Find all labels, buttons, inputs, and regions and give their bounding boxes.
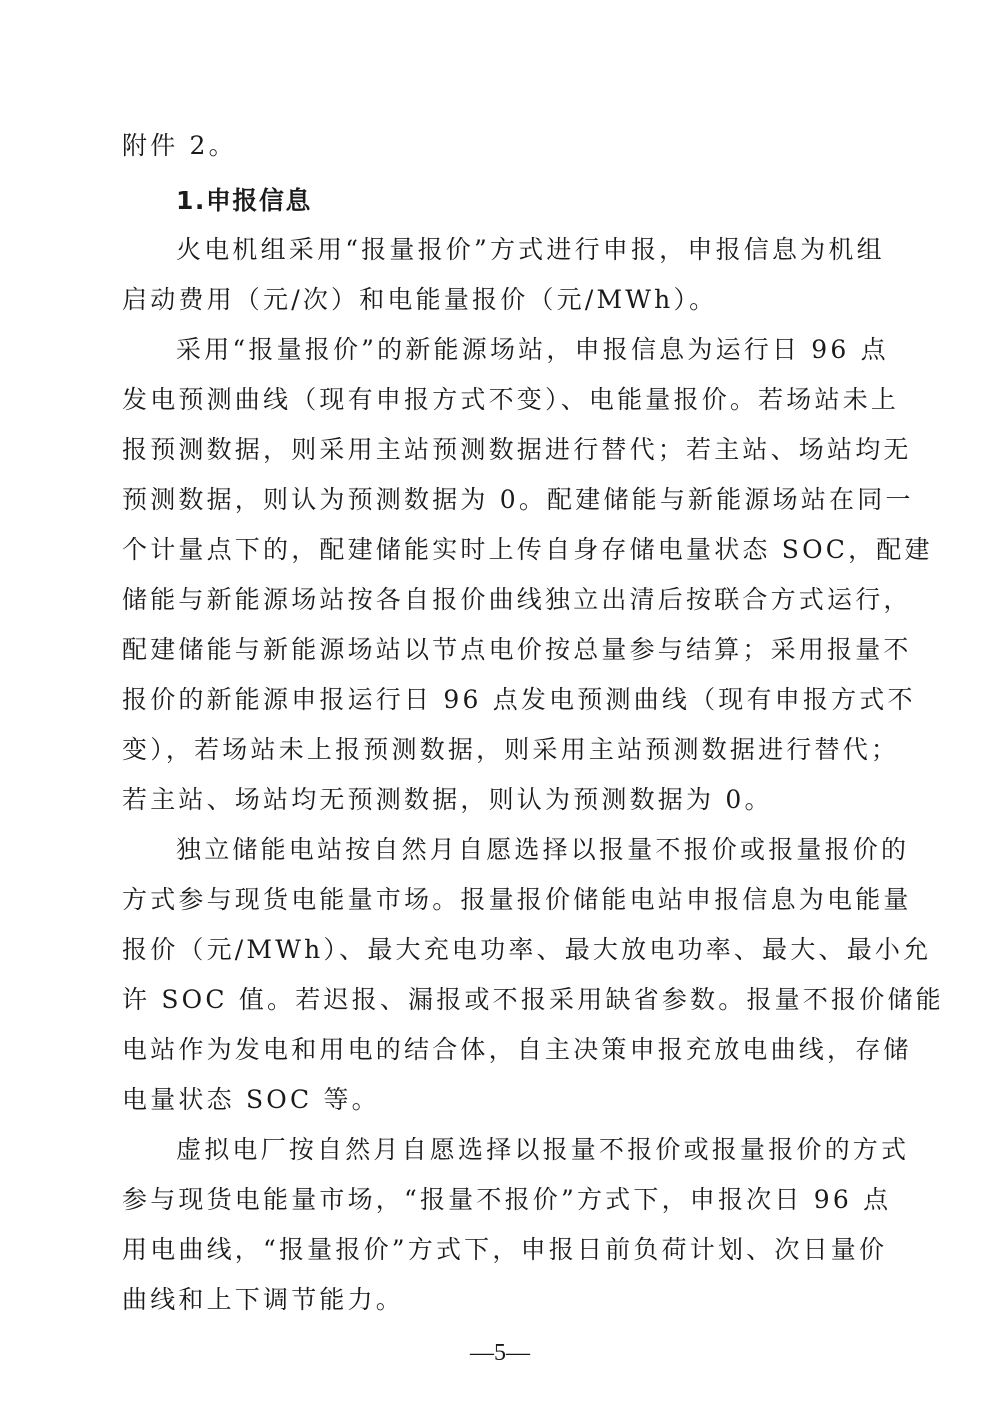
paragraph-line: 个计量点下的，配建储能实时上传自身存储电量状态 SOC，配建	[122, 535, 933, 564]
paragraph-line: 虚拟电厂按自然月自愿选择以报量不报价或报量报价的方式	[176, 1135, 910, 1164]
paragraph-line: 参与现货电能量市场，“报量不报价”方式下，申报次日 96 点	[122, 1185, 892, 1214]
paragraph-line: 配建储能与新能源场站以节点电价按总量参与结算；采用报量不	[122, 635, 912, 664]
paragraph-line: 方式参与现货电能量市场。报量报价储能电站申报信息为电能量	[122, 885, 912, 914]
paragraph-line: 火电机组采用“报量报价”方式进行申报，申报信息为机组	[176, 235, 885, 264]
paragraph-line: 储能与新能源场站按各自报价曲线独立出清后按联合方式运行，	[122, 585, 912, 614]
paragraph-line: 采用“报量报价”的新能源场站，申报信息为运行日 96 点	[176, 335, 889, 364]
section-heading: 1.申报信息	[176, 186, 312, 215]
paragraph-line: 发电预测曲线（现有申报方式不变）、电能量报价。若场站未上	[122, 385, 900, 414]
paragraph-line: 独立储能电站按自然月自愿选择以报量不报价或报量报价的	[176, 835, 910, 864]
paragraph-line: 电量状态 SOC 等。	[122, 1085, 380, 1114]
paragraph-line: 预测数据，则认为预测数据为 0。配建储能与新能源场站在同一	[122, 485, 914, 514]
paragraph-line: 报价的新能源申报运行日 96 点发电预测曲线（现有申报方式不	[122, 685, 916, 714]
paragraph-line: 电站作为发电和用电的结合体，自主决策申报充放电曲线，存储	[122, 1035, 912, 1064]
paragraph-line: 用电曲线，“报量报价”方式下，申报日前负荷计划、次日量价	[122, 1235, 888, 1264]
paragraph-line: 报价（元/MWh）、最大充电功率、最大放电功率、最大、最小允	[122, 935, 932, 964]
paragraph-line: 报预测数据，则采用主站预测数据进行替代；若主站、场站均无	[122, 435, 912, 464]
paragraph-line: 若主站、场站均无预测数据，则认为预测数据为 0。	[122, 785, 773, 814]
paragraph-line: 曲线和上下调节能力。	[122, 1285, 405, 1314]
paragraph-line: 启动费用（元/次）和电能量报价（元/MWh）。	[122, 285, 718, 314]
paragraph-line: 许 SOC 值。若迟报、漏报或不报采用缺省参数。报量不报价储能	[122, 985, 944, 1014]
paragraph-line: 变），若场站未上报预测数据，则采用主站预测数据进行替代；	[122, 735, 900, 764]
attachment-line: 附件 2。	[122, 131, 237, 160]
page-number: —5—	[470, 1340, 530, 1366]
